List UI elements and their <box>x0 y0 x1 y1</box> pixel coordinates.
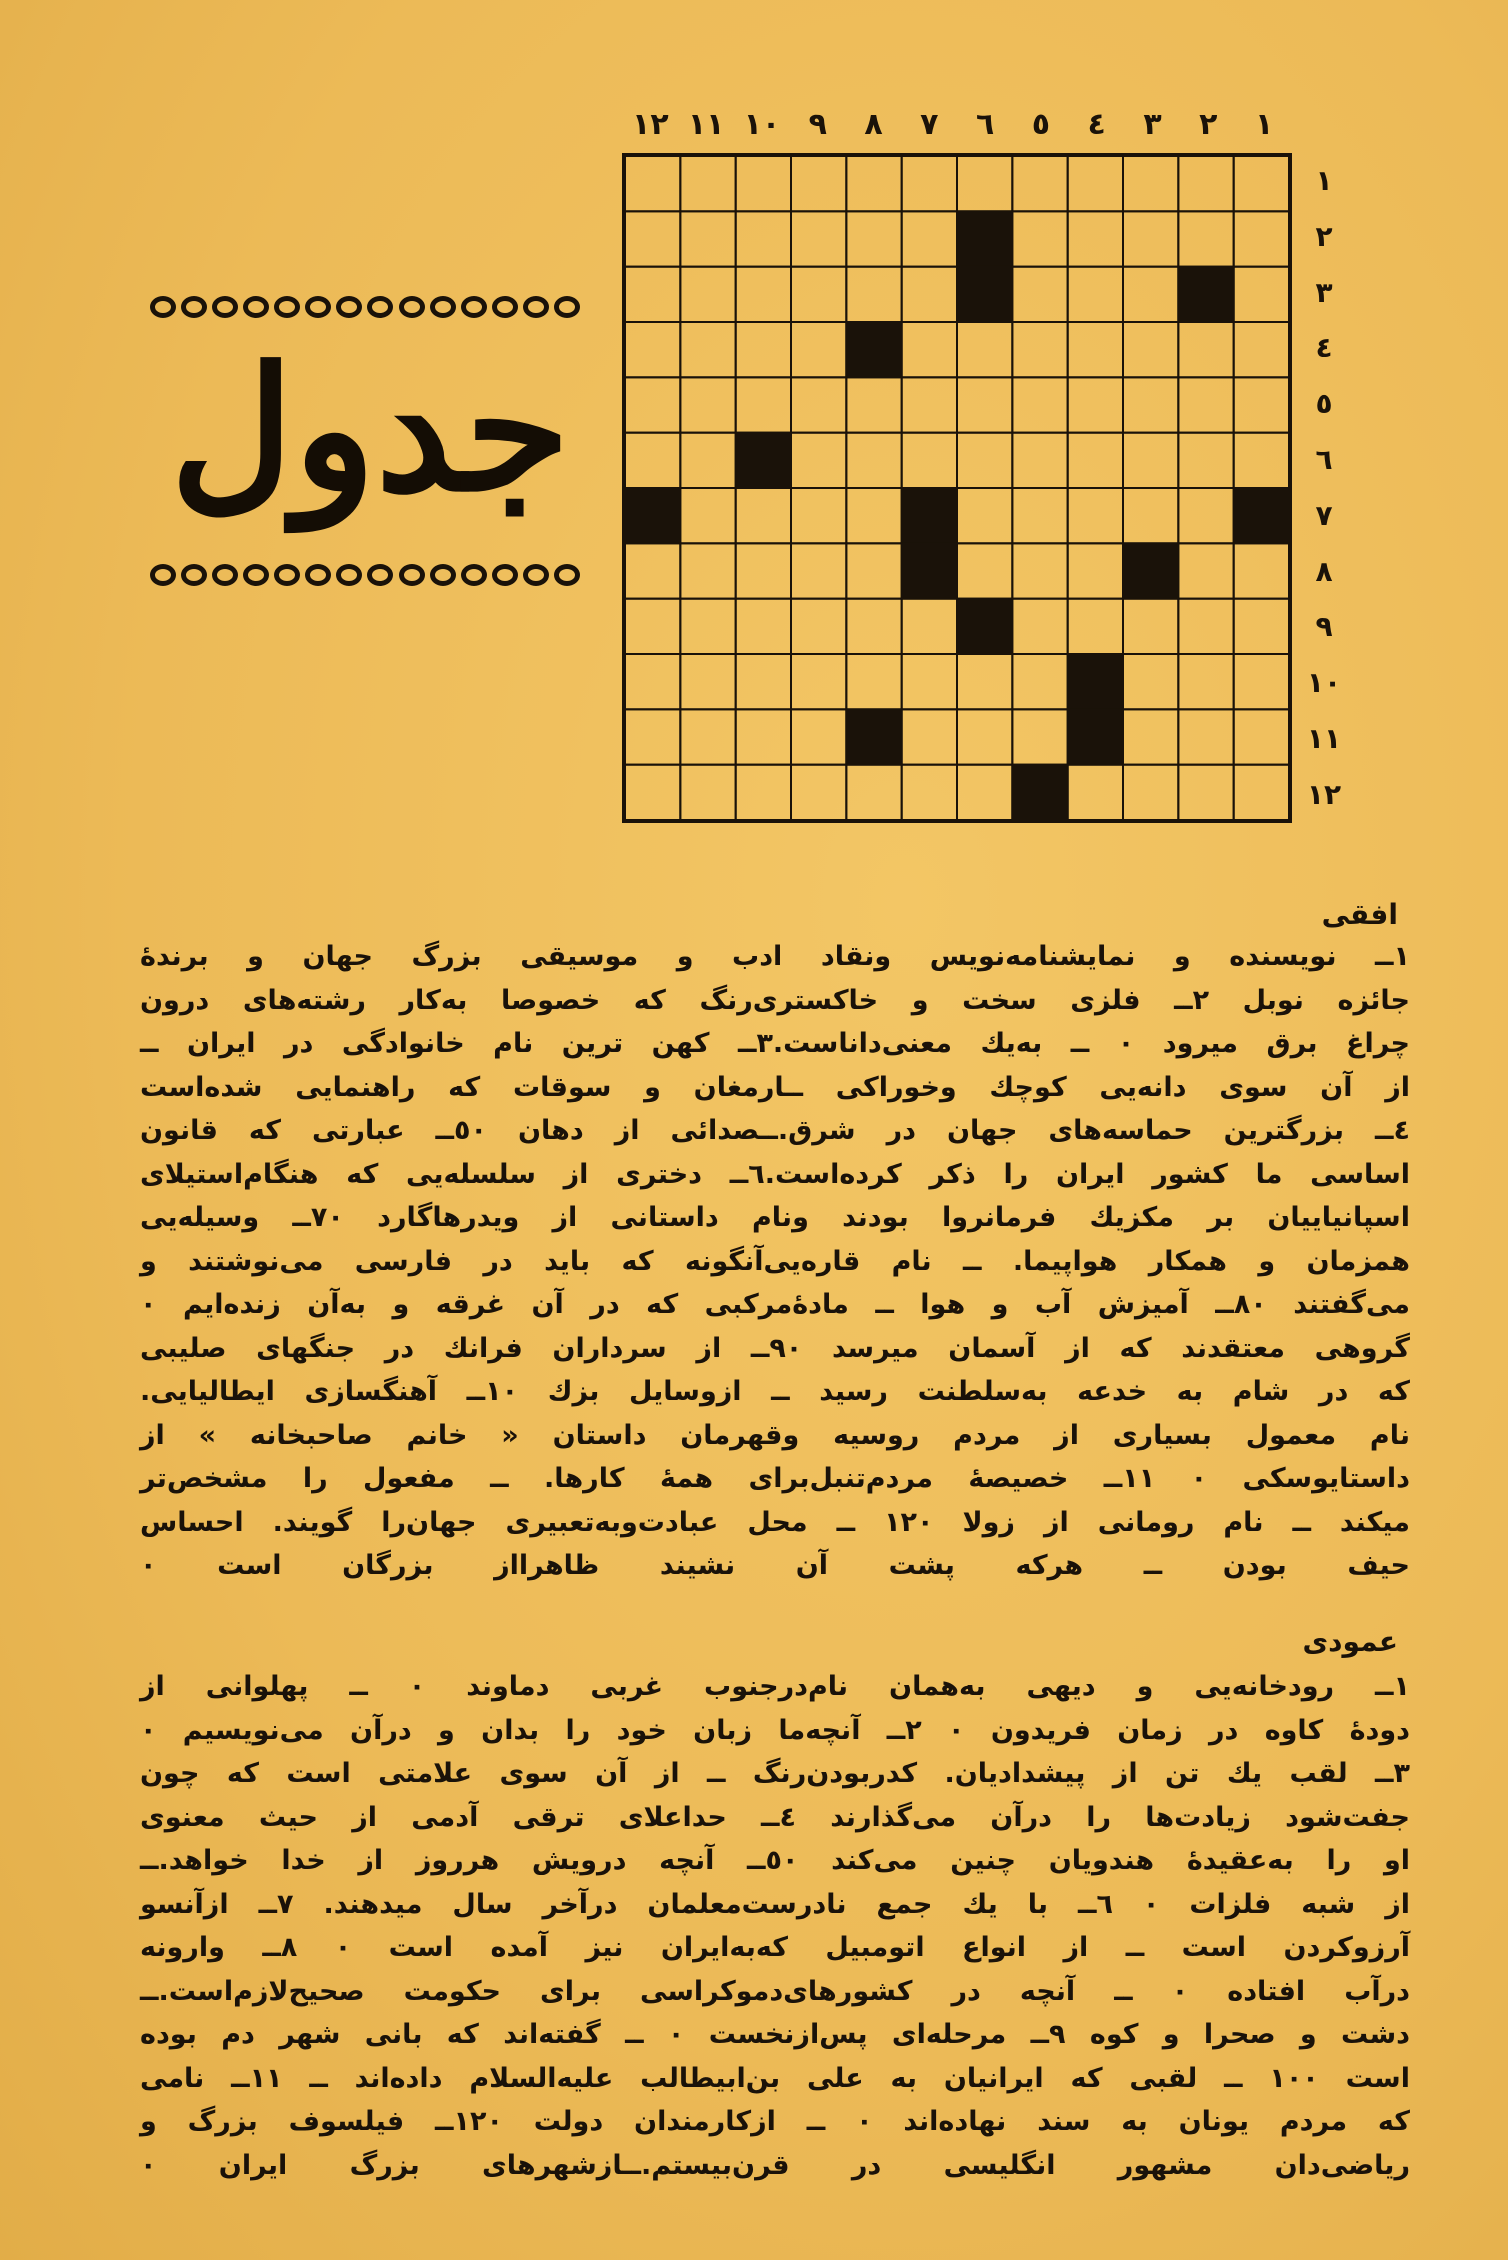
grid-cell[interactable] <box>791 156 846 211</box>
column-number: ١١ <box>687 107 725 142</box>
grid-cell[interactable] <box>625 377 680 432</box>
grid-cell[interactable] <box>902 654 957 709</box>
grid-cell[interactable] <box>1012 709 1067 764</box>
grid-cell[interactable] <box>957 709 1012 764</box>
grid-cell[interactable] <box>791 488 846 543</box>
black-cell <box>1234 488 1289 543</box>
grid-cell[interactable] <box>1234 377 1289 432</box>
grid-cell[interactable] <box>957 654 1012 709</box>
across-clue-line: ١ــ نویسنده و نمایشنامه‌نویس ونقاد ادب و موسیقی بزرگ جهان و برندهٔ <box>140 941 1410 972</box>
grid-cell[interactable] <box>1012 377 1067 432</box>
down-clues <box>140 1665 1410 2187</box>
down-clue-line: که مردم یونان به سند نهاده‌اند ٠ ــ ازکارمندان دولت ١٢٠ــ فیلسوف بزرگ و <box>140 2106 1410 2137</box>
black-cell <box>1178 267 1233 322</box>
grid-cell[interactable] <box>625 322 680 377</box>
grid-cell[interactable] <box>680 156 735 211</box>
black-cell <box>1123 543 1178 598</box>
grid-cell[interactable] <box>902 709 957 764</box>
grid-cell[interactable] <box>791 765 846 820</box>
grid-cell[interactable] <box>902 433 957 488</box>
grid-cell[interactable] <box>902 377 957 432</box>
column-number: ٥ <box>1031 107 1051 142</box>
grid-cells <box>625 156 1289 820</box>
grid-cell[interactable] <box>1178 377 1233 432</box>
grid-cell[interactable] <box>625 599 680 654</box>
grid-cell[interactable] <box>1178 322 1233 377</box>
bottom-ornament <box>150 560 580 590</box>
grid-cell[interactable] <box>1012 654 1067 709</box>
across-clue-line: اساسی ما کشور ایران را ذکر کرده‌است.٦ــ دختری از سلسله‌یی که هنگام‌استیلای <box>140 1158 1410 1190</box>
row-number: ١١ <box>1306 721 1342 755</box>
black-cell <box>902 543 957 598</box>
column-number: ٣ <box>1143 107 1162 142</box>
across-clue-line: جائزه نوبل ٢ــ فلزی سخت و خاکستری‌رنگ که خصوصا به‌کار رشته‌های درون <box>140 984 1410 1016</box>
grid-cell[interactable] <box>736 488 791 543</box>
across-clue-line: حیف بودن ــ هرکه پشت آن نشیند ظاهرااز بزرگان است ٠ <box>140 1550 1410 1581</box>
grid-cell[interactable] <box>957 765 1012 820</box>
grid-cell[interactable] <box>846 654 901 709</box>
grid-cell[interactable] <box>791 267 846 322</box>
grid-cell[interactable] <box>1234 599 1289 654</box>
across-clues <box>140 935 1410 1588</box>
grid-cell[interactable] <box>791 433 846 488</box>
grid-cell[interactable] <box>680 322 735 377</box>
black-cell <box>957 599 1012 654</box>
grid-cell[interactable] <box>736 267 791 322</box>
row-number: ٦ <box>1315 442 1333 476</box>
grid-cell[interactable] <box>1068 267 1123 322</box>
grid-cell[interactable] <box>680 654 735 709</box>
grid-cell[interactable] <box>1234 709 1289 764</box>
grid-cell[interactable] <box>1234 765 1289 820</box>
grid-cell[interactable] <box>736 322 791 377</box>
grid-cell[interactable] <box>736 709 791 764</box>
row-number: ١٢ <box>1306 777 1342 811</box>
grid-cell[interactable] <box>902 156 957 211</box>
grid-cell[interactable] <box>1234 433 1289 488</box>
crossword-grid[interactable] <box>622 153 1292 823</box>
down-clue-line: از شبه فلزات ٠ ٦ــ با یك جمع نادرست‌معلمان درآخر سال میدهند. ٧ــ ازآنسو <box>140 1888 1410 1920</box>
grid-cell[interactable] <box>1123 488 1178 543</box>
grid-cell[interactable] <box>846 765 901 820</box>
grid-cell[interactable] <box>1012 488 1067 543</box>
grid-cell[interactable] <box>625 765 680 820</box>
row-number: ٩ <box>1315 610 1333 644</box>
grid-cell[interactable] <box>846 488 901 543</box>
column-numbers <box>622 105 1292 145</box>
grid-cell[interactable] <box>1123 267 1178 322</box>
down-clue-line: ١ــ رودخانه‌یی و دیهی به‌همان نام‌درجنوب غربی دماوند ٠ ــ پهلوانی از <box>140 1671 1410 1702</box>
grid-cell[interactable] <box>846 267 901 322</box>
grid-cell[interactable] <box>1178 211 1233 266</box>
across-clue-line: گروهی معتقدند که از آسمان میرسد ٩٠ــ از سرداران فرانك در جنگهای صلیبی <box>140 1332 1410 1364</box>
grid-cell[interactable] <box>1234 267 1289 322</box>
column-number: ٨ <box>864 107 883 142</box>
row-number: ٥ <box>1315 387 1333 421</box>
grid-cell[interactable] <box>902 322 957 377</box>
grid-cell[interactable] <box>1012 599 1067 654</box>
grid-cell[interactable] <box>846 543 901 598</box>
grid-cell[interactable] <box>1234 543 1289 598</box>
grid-cell[interactable] <box>957 488 1012 543</box>
grid-cell[interactable] <box>846 377 901 432</box>
across-clue-line: که در شام به خدعه به‌سلطنت رسید ــ ازوسایل بزك ١٠ــ آهنگسازی ایطالیایی. <box>140 1376 1410 1407</box>
grid-cell[interactable] <box>1234 156 1289 211</box>
grid-cell[interactable] <box>625 709 680 764</box>
grid-cell[interactable] <box>625 543 680 598</box>
grid-cell[interactable] <box>1012 433 1067 488</box>
black-cell <box>1068 709 1123 764</box>
top-ornament <box>150 292 580 322</box>
grid-cell[interactable] <box>1234 322 1289 377</box>
down-clue-line: ریاضی‌دان مشهور انگلیسی در قرن‌بیستم.ــازشهرهای بزرگ ایران ٠ <box>140 2149 1410 2181</box>
across-clue-line: می‌گفتند ٨٠ــ آمیزش آب و هوا ــ مادهٔ‌مرکبی که در آن غرقه و به‌آن زنده‌ایم ٠ <box>140 1289 1410 1320</box>
row-number: ٢ <box>1315 219 1333 253</box>
grid-cell[interactable] <box>791 377 846 432</box>
row-number: ٨ <box>1315 554 1333 588</box>
grid-cell[interactable] <box>736 654 791 709</box>
grid-cell[interactable] <box>1178 654 1233 709</box>
grid-cell[interactable] <box>1178 765 1233 820</box>
grid-cell[interactable] <box>1068 765 1123 820</box>
grid-cell[interactable] <box>791 654 846 709</box>
grid-cell[interactable] <box>1012 211 1067 266</box>
grid-cell[interactable] <box>957 377 1012 432</box>
grid-cell[interactable] <box>791 322 846 377</box>
grid-cell[interactable] <box>902 599 957 654</box>
row-number: ٣ <box>1315 275 1333 309</box>
across-clue-line: میکند ــ نام رومانی از زولا ١٢٠ ــ محل عبادت‌وبه‌تعبیری جهان‌را گویند. احساس <box>140 1506 1410 1538</box>
grid-cell[interactable] <box>1123 433 1178 488</box>
grid-cell[interactable] <box>680 211 735 266</box>
grid-cell[interactable] <box>846 211 901 266</box>
grid-cell[interactable] <box>1178 543 1233 598</box>
grid-cell[interactable] <box>1068 543 1123 598</box>
grid-cell[interactable] <box>1234 211 1289 266</box>
grid-cell[interactable] <box>680 433 735 488</box>
down-heading: عمودی <box>1302 1625 1398 1658</box>
grid-cell[interactable] <box>625 156 680 211</box>
across-heading: افقی <box>1321 898 1398 931</box>
down-clue-line: درآب افتاده ٠ ــ آنچه در کشورهای‌دموکراسی برای حکومت صحیح‌لازم‌است.ــ <box>140 1975 1410 2007</box>
black-cell <box>1068 654 1123 709</box>
grid-cell[interactable] <box>1123 322 1178 377</box>
grid-cell[interactable] <box>1178 599 1233 654</box>
row-number: ٧ <box>1315 498 1333 532</box>
grid-cell[interactable] <box>1068 433 1123 488</box>
grid-cell[interactable] <box>736 156 791 211</box>
down-clue-line: او را به‌عقیدهٔ هندویان چنین می‌کند ٥٠ــ آنچه درویش هرروز از خدا خواهد.ــ <box>140 1845 1410 1876</box>
black-cell <box>736 433 791 488</box>
grid-cell[interactable] <box>736 765 791 820</box>
grid-cell[interactable] <box>1123 599 1178 654</box>
grid-cell[interactable] <box>1123 156 1178 211</box>
grid-cell[interactable] <box>1123 765 1178 820</box>
black-cell <box>846 709 901 764</box>
column-number: ١٠ <box>743 107 781 142</box>
across-clue-line: چراغ برق میرود ٠ ــ به‌یك معنی‌داناست.٣ــ کهن ترین نام خانوادگی در ایران ــ <box>140 1028 1410 1059</box>
across-clue-line: از آن سوی دانه‌یی کوچك وخوراکی ــارمغان و سوقات که راهنمایی شده‌است <box>140 1071 1410 1103</box>
grid-cell[interactable] <box>625 433 680 488</box>
row-number: ٤ <box>1315 331 1333 365</box>
grid-cell[interactable] <box>1123 654 1178 709</box>
grid-cell[interactable] <box>1068 156 1123 211</box>
column-number: ١ <box>1254 107 1274 142</box>
column-number: ٩ <box>808 107 827 142</box>
grid-cell[interactable] <box>902 267 957 322</box>
grid-cell[interactable] <box>1068 488 1123 543</box>
down-clue-line: آرزوکردن است ــ از انواع اتومبیل که‌به‌ایران نیز آمده است ٠ ٨ــ وارونه <box>140 1932 1411 1963</box>
grid-cell[interactable] <box>1068 599 1123 654</box>
grid-cell[interactable] <box>1012 267 1067 322</box>
grid-cell[interactable] <box>957 322 1012 377</box>
grid-cell[interactable] <box>680 709 735 764</box>
column-number: ٧ <box>920 107 939 142</box>
grid-cell[interactable] <box>1178 156 1233 211</box>
black-cell <box>625 488 680 543</box>
row-number: ١ <box>1315 164 1333 197</box>
grid-cell[interactable] <box>902 765 957 820</box>
grid-cell[interactable] <box>1178 488 1233 543</box>
black-cell <box>957 211 1012 266</box>
grid-cell[interactable] <box>1068 211 1123 266</box>
grid-cell[interactable] <box>791 709 846 764</box>
grid-cell[interactable] <box>1178 433 1233 488</box>
grid-cell[interactable] <box>680 543 735 598</box>
black-cell <box>1012 765 1067 820</box>
grid-cell[interactable] <box>1068 377 1123 432</box>
grid-cell[interactable] <box>791 599 846 654</box>
grid-cell[interactable] <box>680 599 735 654</box>
grid-cell[interactable] <box>736 211 791 266</box>
grid-cell[interactable] <box>736 377 791 432</box>
grid-cell[interactable] <box>791 543 846 598</box>
black-cell <box>846 322 901 377</box>
down-clue-line: دودهٔ کاوه در زمان فریدون ٠ ٢ــ آنچه‌ما زبان خود را بدان و درآن می‌نویسیم ٠ <box>140 1714 1411 1746</box>
grid-cell[interactable] <box>957 156 1012 211</box>
grid-cell[interactable] <box>680 267 735 322</box>
grid-cell[interactable] <box>736 543 791 598</box>
grid-cell[interactable] <box>680 765 735 820</box>
across-clue-line: داستایوسکی ٠ ١١ــ خصیصهٔ مردم‌تنبل‌برای همهٔ کارها. ــ مفعول را مشخص‌تر <box>140 1463 1410 1494</box>
grid-cell[interactable] <box>791 211 846 266</box>
grid-cell[interactable] <box>736 599 791 654</box>
grid-cell[interactable] <box>902 211 957 266</box>
grid-cell[interactable] <box>957 543 1012 598</box>
row-number: ١٠ <box>1306 666 1342 700</box>
grid-cell[interactable] <box>1234 654 1289 709</box>
across-clue-line: نام معمول بسیاری از مردم روسیه وقهرمان داستان « خانم صاحبخانه » از <box>140 1419 1410 1451</box>
grid-cell[interactable] <box>846 433 901 488</box>
page-title: جدول <box>170 330 570 530</box>
grid-cell[interactable] <box>1012 156 1067 211</box>
across-clue-line: ٤ــ بزرگترین حماسه‌های جهان در شرق.ــصدائی از دهان ٥٠ــ عبارتی که قانون <box>140 1115 1410 1146</box>
grid-cell[interactable] <box>846 599 901 654</box>
column-number: ٢ <box>1199 107 1218 142</box>
black-cell <box>957 267 1012 322</box>
down-clue-line: جفت‌شود زیادت‌ها را درآن می‌گذارند ٤ــ حداعلای ترقی آدمی از حیث معنوی <box>140 1801 1410 1833</box>
black-cell <box>902 488 957 543</box>
grid-cell[interactable] <box>625 267 680 322</box>
grid-cell[interactable] <box>1123 709 1178 764</box>
grid-cell[interactable] <box>1012 322 1067 377</box>
column-number: ٦ <box>975 107 995 142</box>
grid-cell[interactable] <box>1178 709 1233 764</box>
grid-cell[interactable] <box>680 488 735 543</box>
column-number: ١٢ <box>632 107 669 142</box>
grid-cell[interactable] <box>846 156 901 211</box>
across-clue-line: همزمان و همکار هواپیما. ــ نام قاره‌یی‌آنگونه که باید در فارسی می‌نوشتند و <box>140 1245 1410 1277</box>
grid-cell[interactable] <box>625 654 680 709</box>
down-clue-line: دشت و صحرا و کوه ٩ــ مرحله‌ای پس‌ازنخست ٠ ــ گفته‌اند که بانی شهر دم بوده <box>140 2019 1411 2050</box>
grid-cell[interactable] <box>1123 211 1178 266</box>
grid-cell[interactable] <box>1068 322 1123 377</box>
grid-cell[interactable] <box>1012 543 1067 598</box>
grid-cell[interactable] <box>625 211 680 266</box>
grid-cell[interactable] <box>957 433 1012 488</box>
row-numbers <box>1304 153 1344 823</box>
across-clue-line: اسپانیاییان بر مکزیك فرمانروا بودند ونام داستانی از ویدرهاگارد ٧٠ــ وسیله‌یی <box>140 1202 1410 1233</box>
column-number: ٤ <box>1087 107 1106 142</box>
grid-cell[interactable] <box>680 377 735 432</box>
down-clue-line: ٣ــ لقب یك تن از پیشدادیان. کدربودن‌رنگ ــ از آن سوی علامتی است که چون <box>140 1758 1410 1789</box>
down-clue-line: است ١٠٠ ــ لقبی که ایرانیان به علی بن‌ابیطالب علیه‌السلام داده‌اند ــ ١١ــ نامی <box>140 2062 1410 2094</box>
grid-cell[interactable] <box>1123 377 1178 432</box>
